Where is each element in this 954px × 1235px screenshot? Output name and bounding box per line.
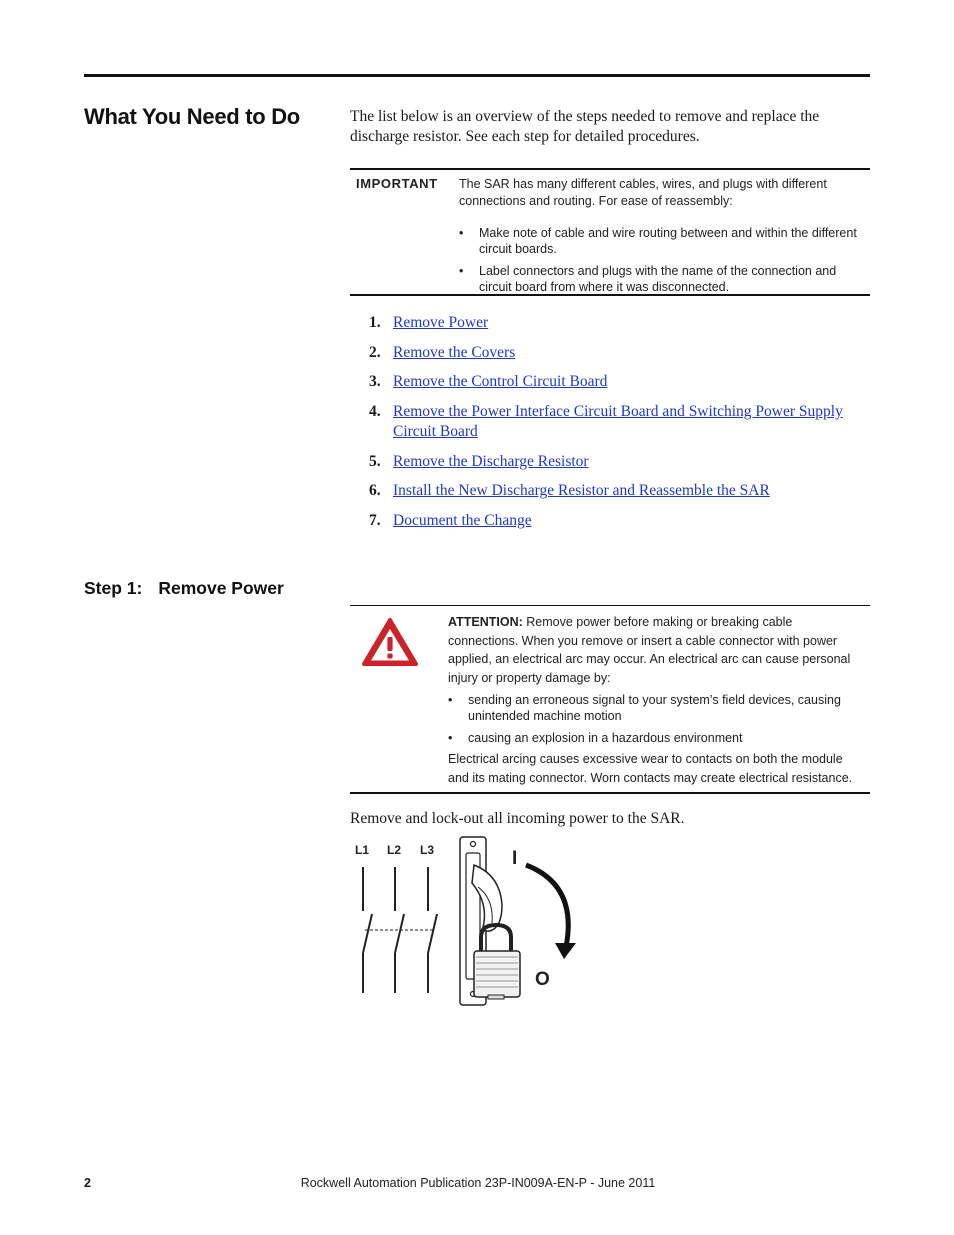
step-link-install-new-resistor[interactable]: Install the New Discharge Resistor and Reassemble the SAR [393, 482, 770, 500]
attention-footer: Electrical arcing causes excessive wear to contacts on both the module and its mating connector. Worn contacts may create electrical resistance. [448, 752, 853, 785]
step-item [362, 511, 867, 531]
attention-bullet: • causing an explosion in a hazardous environment [448, 730, 866, 746]
important-bullet: • Make note of cable and wire routing between and within the different circuit boards. [459, 225, 869, 257]
step1-prefix: Step 1: [84, 578, 143, 598]
important-bullet: • Label connectors and plugs with the name of the connection and circuit board from where it was disconnected. [459, 263, 869, 295]
attention-body: Remove power before making or breaking cable connections. When you remove or insert a cable connector with power applied, an electrical arc may occur. An electrical arc can cause personal injury or property damage by: [448, 615, 851, 685]
publication-text: Rockwell Automation Publication 23P-IN009A-EN-P - June 2011 [300, 1176, 656, 1190]
step-link-remove-covers[interactable]: Remove the Covers [393, 343, 516, 361]
step-number: 3. [369, 373, 381, 391]
page-number: 2 [84, 1176, 91, 1190]
step1-heading [84, 578, 284, 599]
step-link-remove-power[interactable]: Remove Power [393, 314, 489, 331]
line-label-l3: L3 [420, 843, 435, 857]
important-callout [350, 168, 870, 296]
step-number: 1. [369, 314, 381, 331]
step-link-remove-discharge-resistor[interactable]: Remove the Discharge Resistor [393, 452, 589, 470]
intro-paragraph: The list below is an overview of the steps needed to remove and replace the discharge resistor. See each step for detailed procedures. [350, 108, 820, 145]
top-rule [84, 74, 870, 77]
section-title: What You Need to Do [84, 104, 300, 129]
step-link-remove-control-board[interactable]: Remove the Control Circuit Board [393, 373, 608, 391]
step-item [362, 343, 867, 363]
important-text: The SAR has many different cables, wires, and plugs with different connections and routing. For ease of reassembly: [459, 177, 827, 208]
step-number: 5. [369, 452, 381, 470]
warning-triangle-icon [360, 616, 420, 668]
step-link-document-change[interactable]: Document the Change [393, 512, 532, 530]
steps-list [362, 313, 867, 541]
step-item [362, 452, 867, 472]
step-number: 6. [369, 482, 381, 500]
three-pole-switch-icon [363, 867, 437, 993]
off-position-label: O [535, 969, 550, 990]
publication-footer [0, 1176, 954, 1190]
rotation-arrow-icon [526, 865, 568, 947]
attention-bullets [448, 692, 866, 752]
attention-text [448, 613, 866, 687]
step-number: 2. [369, 343, 381, 361]
step-item [362, 313, 867, 333]
step-item [362, 372, 867, 392]
step-item [362, 402, 867, 442]
attention-callout [350, 605, 870, 794]
step-link-remove-power-interface-board[interactable]: Remove the Power Interface Circuit Board and Switching Power Supply Circuit Board [393, 403, 843, 441]
attention-label: ATTENTION: [448, 615, 523, 629]
line-label-l2: L2 [387, 843, 402, 857]
step1-title: Remove Power [158, 578, 284, 598]
line-label-l1: L1 [355, 843, 370, 857]
step-item [362, 481, 867, 501]
lockout-instruction: Remove and lock-out all incoming power to the SAR. [350, 810, 685, 827]
lockout-disconnect-figure [350, 835, 590, 1015]
important-label: IMPORTANT [356, 176, 438, 191]
on-position-label: I [512, 848, 518, 869]
arrow-head-icon [555, 943, 576, 959]
important-bullets [459, 225, 869, 301]
step-number: 4. [369, 403, 381, 421]
step-number: 7. [369, 512, 381, 530]
attention-bullet: • sending an erroneous signal to your system’s field devices, causing unintended machine motion [448, 692, 866, 724]
padlock-icon [474, 925, 520, 999]
